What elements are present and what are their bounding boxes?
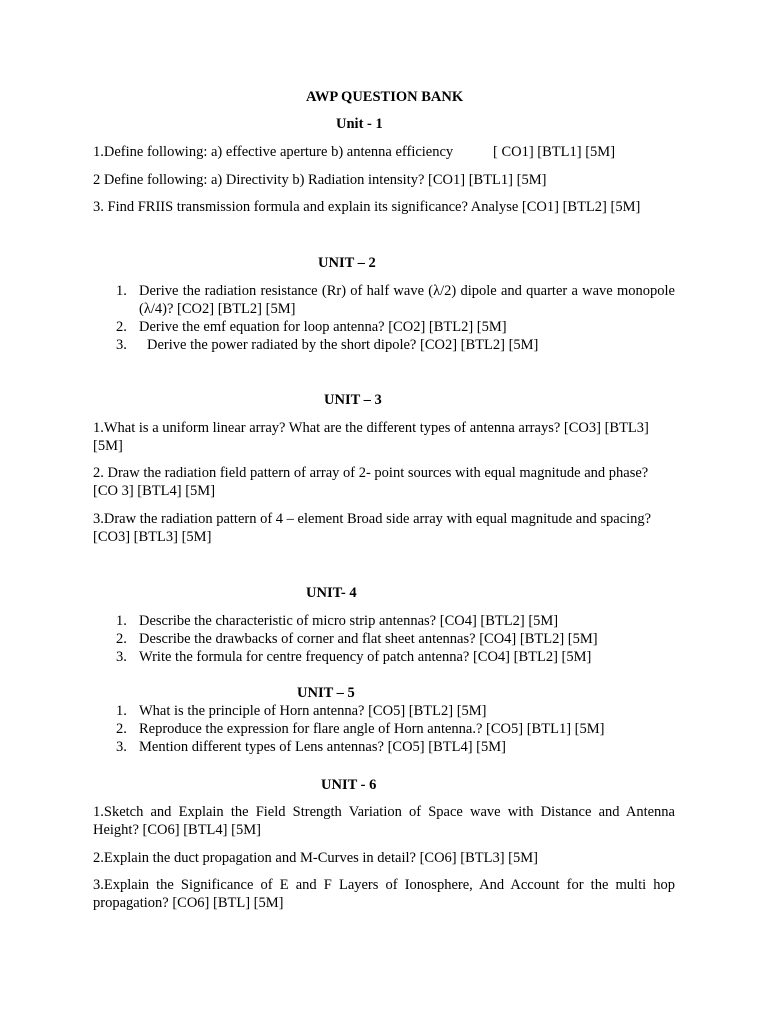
unit-5-heading: UNIT – 5 — [297, 685, 355, 701]
unit-5-item-2: Reproduce the expression for flare angle of Horn antenna.? [CO5] [BTL1] [5M] — [139, 721, 605, 737]
unit-2-item-2-number: 2. — [116, 319, 127, 335]
unit-1-question-3: 3. Find FRIIS transmission formula and explain its significance? Analyse [CO1] [BTL2] [5M] — [93, 199, 641, 215]
unit-2-item-1: Derive the radiation resistance (Rr) of half wave (λ/2) dipole and quarter a wave monopole (λ/4)? [CO2] [BTL2] [5M] — [139, 283, 675, 317]
unit-6-question-1: 1.Sketch and Explain the Field Strength Variation of Space wave with Distance and Antenna Height? [CO6] [BTL4] [5M] — [93, 804, 675, 838]
unit-3-question-3: 3.Draw the radiation pattern of 4 – element Broad side array with equal magnitude and spacing? [CO3] [BTL3] [5M] — [93, 511, 652, 545]
unit-5-item-2-number: 2. — [116, 721, 127, 737]
unit-4-heading: UNIT- 4 — [306, 585, 357, 601]
unit-1-question-2: 2 Define following: a) Directivity b) Radiation intensity? [CO1] [BTL1] [5M] — [93, 172, 547, 188]
unit-5-item-1: What is the principle of Horn antenna? [CO5] [BTL2] [5M] — [139, 703, 487, 719]
unit-3-question-2: 2. Draw the radiation field pattern of array of 2- point sources with equal magnitude and phase? [CO 3] [BTL4] [5M] — [93, 465, 649, 499]
unit-4-item-3: Write the formula for centre frequency of patch antenna? [CO4] [BTL2] [5M] — [139, 649, 592, 665]
unit-6-heading: UNIT - 6 — [321, 777, 377, 793]
unit-4-item-3-number: 3. — [116, 649, 127, 665]
unit-4-item-1: Describe the characteristic of micro strip antennas? [CO4] [BTL2] [5M] — [139, 613, 559, 629]
unit-2-heading: UNIT – 2 — [318, 255, 376, 271]
unit-2-item-1-number: 1. — [116, 283, 127, 299]
unit-4-item-2: Describe the drawbacks of corner and flat sheet antennas? [CO4] [BTL2] [5M] — [139, 631, 598, 647]
unit-1-question-1-tags: [ CO1] [BTL1] [5M] — [493, 144, 616, 160]
unit-4-item-2-number: 2. — [116, 631, 127, 647]
unit-4-item-1-number: 1. — [116, 613, 127, 629]
unit-6-question-3: 3.Explain the Significance of E and F Layers of Ionosphere, And Account for the multi hop propagation? [CO6] [BTL] [5M] — [93, 877, 675, 911]
unit-2-item-3: Derive the power radiated by the short dipole? [CO2] [BTL2] [5M] — [147, 337, 539, 353]
unit-3-heading: UNIT – 3 — [324, 392, 382, 408]
document-title: AWP QUESTION BANK — [306, 89, 464, 105]
unit-3-question-1: 1.What is a uniform linear array? What are the different types of antenna arrays? [CO3] [BTL3] [5M] — [93, 420, 649, 454]
unit-5-item-3: Mention different types of Lens antennas? [CO5] [BTL4] [5M] — [139, 739, 506, 755]
unit-6-question-2: 2.Explain the duct propagation and M-Curves in detail? [CO6] [BTL3] [5M] — [93, 850, 538, 866]
unit-1-question-1: 1.Define following: a) effective aperture b) antenna efficiency — [93, 144, 454, 160]
unit-2-item-3-number: 3. — [116, 337, 127, 353]
unit-5-item-1-number: 1. — [116, 703, 127, 719]
unit-5-item-3-number: 3. — [116, 739, 127, 755]
unit-1-heading: Unit - 1 — [336, 116, 383, 132]
unit-2-item-2: Derive the emf equation for loop antenna? [CO2] [BTL2] [5M] — [139, 319, 507, 335]
